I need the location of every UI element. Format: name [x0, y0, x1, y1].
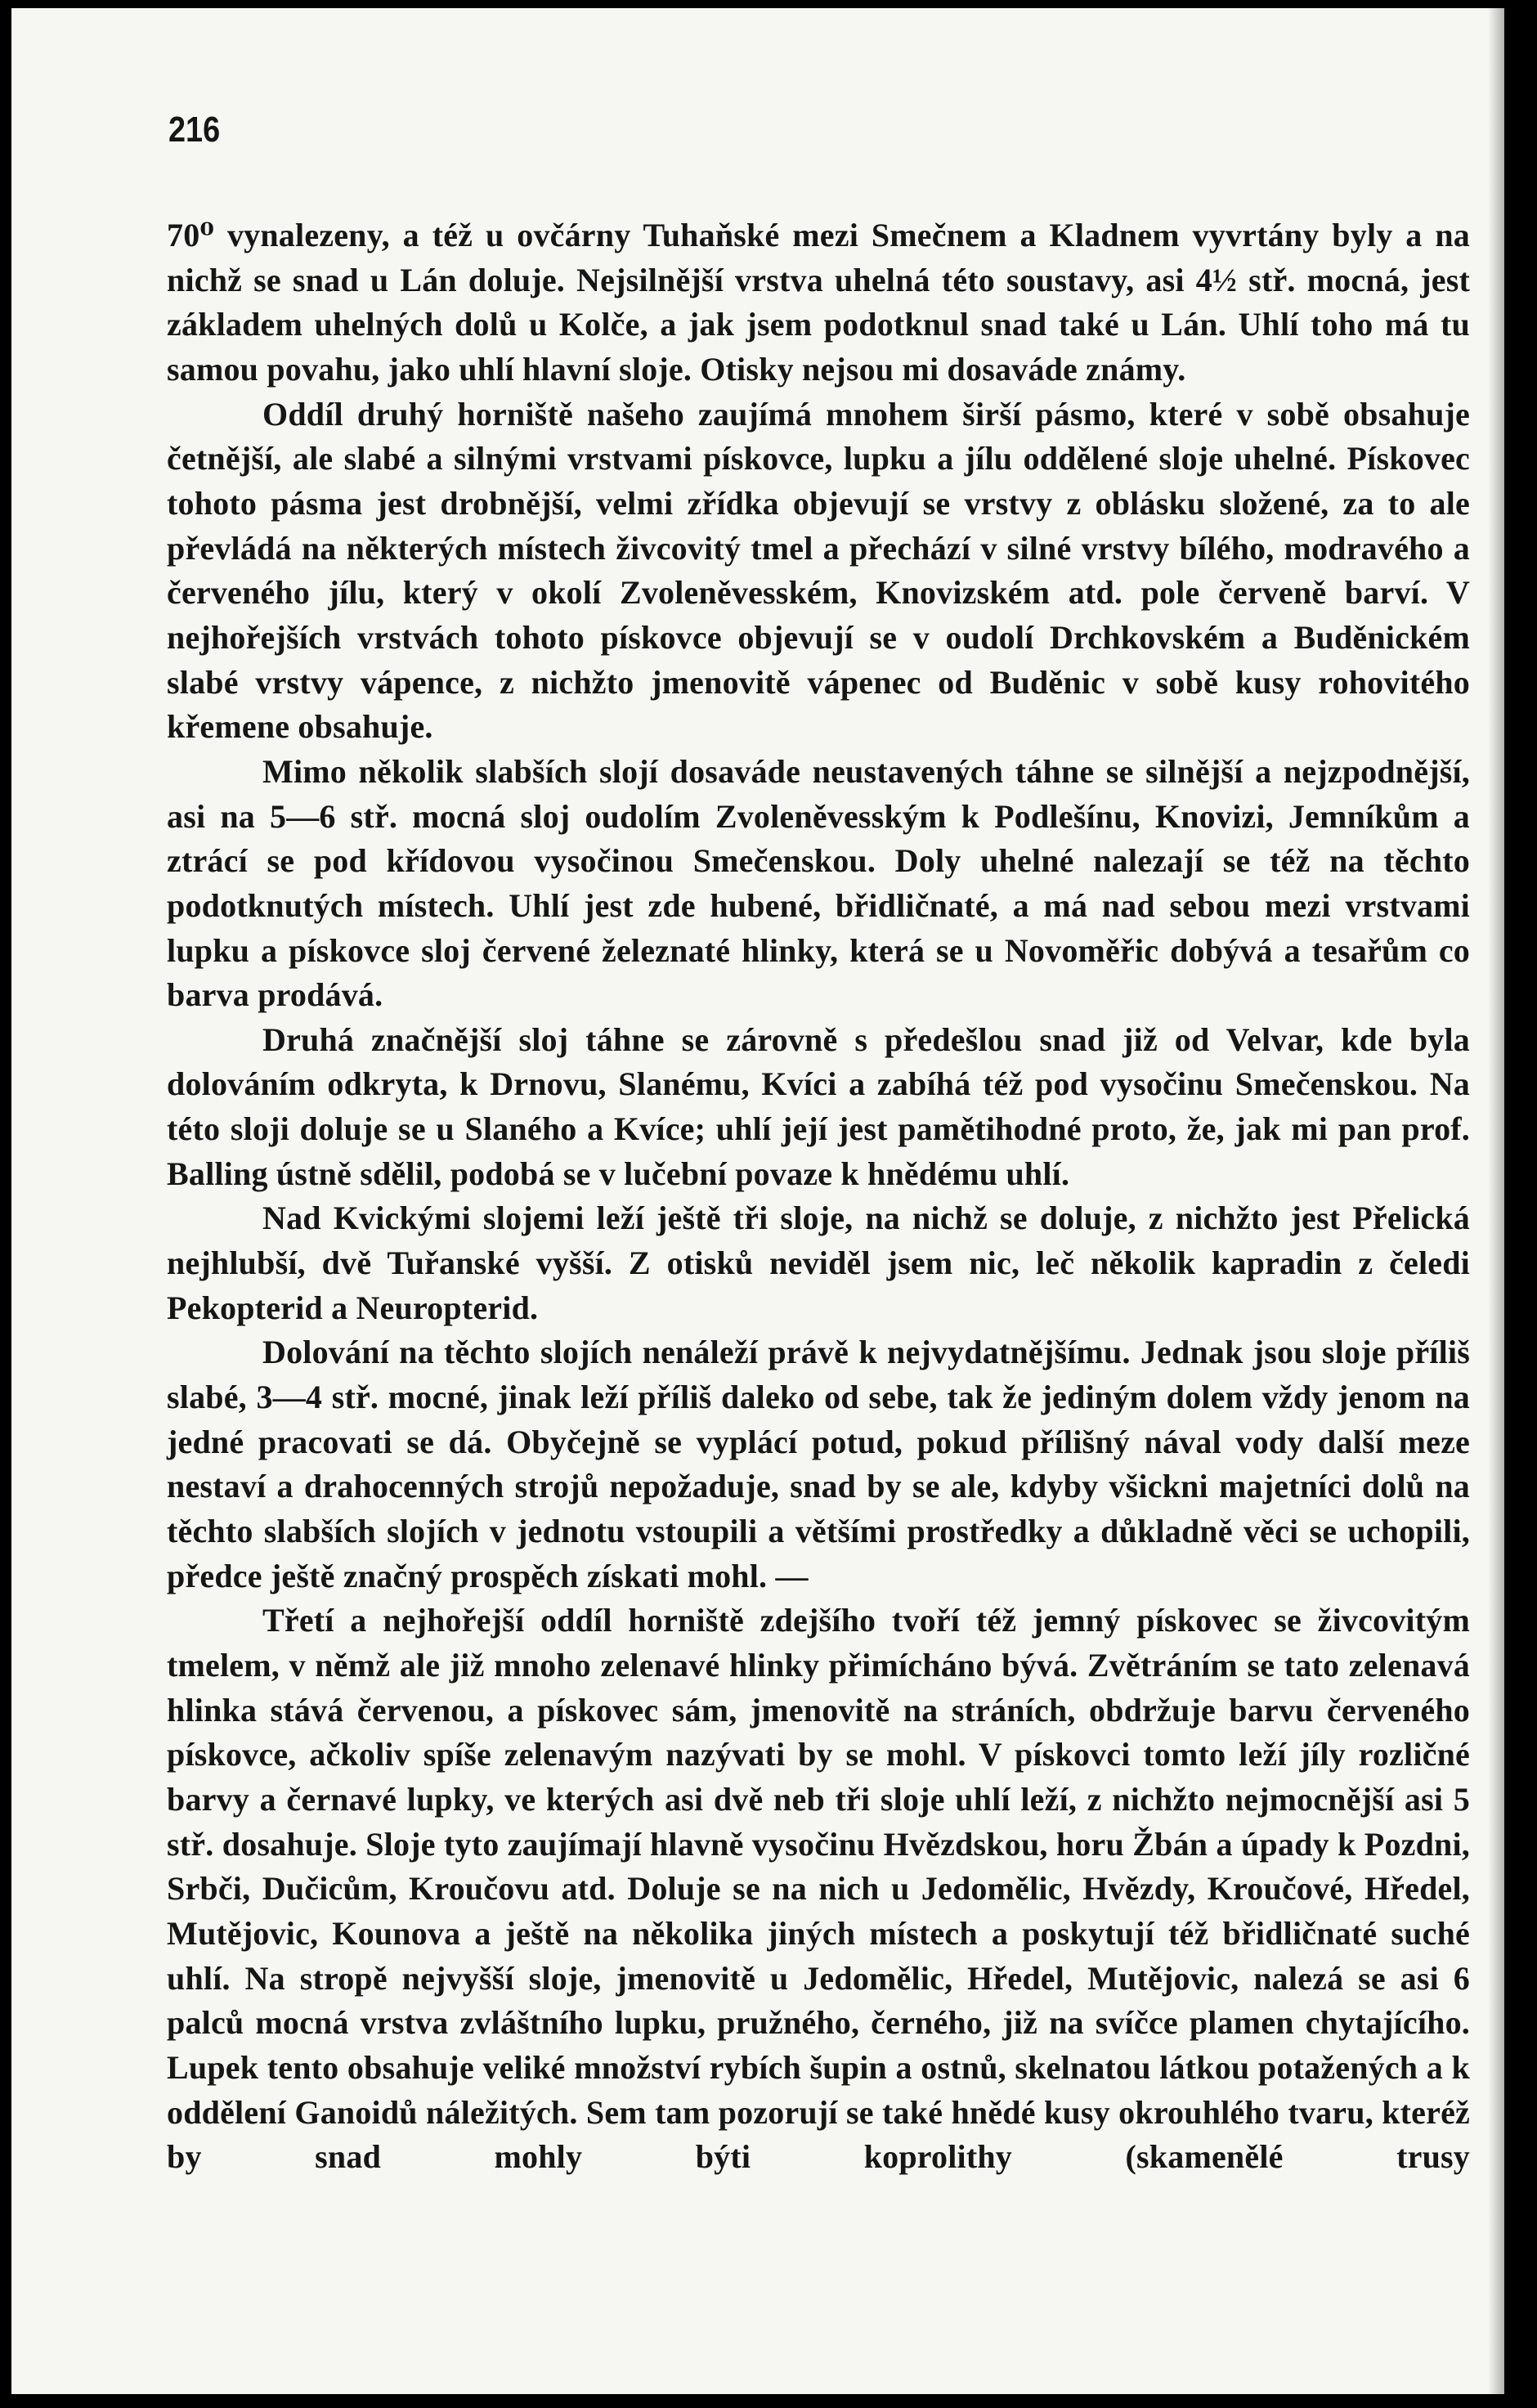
paragraph-lower-seam: Mimo několik slabších slojí dosaváde neustavených táhne se silnější a nejzpodnější, asi na 5—6 stř. mocná sloj oudolím Zvoleněvesským k Podlešínu, Knovizi, Jemníkům a ztrácí se pod křídovou vysočinou Smečenskou. Doly uhelné nalezají se též na těchto podotknutých místech. Uhlí jest zde hubené, břidličnaté, a má nad sebou mezi vrstvami lupku a pískovce sloj červené železnaté hlinky, která se u Novoměřic dobývá a tesařům co barva prodává.: [167, 752, 1470, 1014]
paragraph-third-division: Třetí a nejhořejší oddíl horniště zdejšího tvoří též jemný pískovec se živcovitým tmelem, v němž ale již mnoho zelenavé hlinky přimícháno bývá. Zvětráním se tato zelenavá hlinka stává červenou, a pískovec sám, jmenovitě na stráních, obdržuje barvu červeného pískovce, ačkoliv spíše zelenavým nazývati by se mohl. V pískovci tomto leží jíly rozličné barvy a černavé lupky, ve kterých asi dvě neb tři sloje uhlí leží, z nichžto nejmocnější asi 5 stř. dosahuje. Sloje tyto zaujímají hlavně vysočinu Hvězdskou, horu Žbán a úpady k Pozdni, Srbči, Dučicům, Kroučovu atd. Doluje se na nich u Jedomělic, Hvězdy, Kroučové, Hředel, Mutějovic, Kounova a ještě na několika jiných místech a poskytují též břidličnaté suché uhlí. Na stropě nejvyšší sloje, jmenovitě u Jedomělic, Hředel, Mutějovic, nalezá se asi 6 palců mocná vrstva zvláštního lupku, pružného, černého, již na svíčce plamen chytajícího. Lupek tento obsahuje veliké množství rybích šupin a ostnů, skelnatou látkou potažených a k oddělení Ganoidů náležitých. Sem tam pozorují se také hnědé kusy okrouhlého tvaru, kteréž by snad mohly býti koprolithy (skamenělé trusy: [167, 1602, 1470, 2176]
paragraph-second-division: Oddíl druhý horniště našeho zaujímá mnohem širší pásmo, které v sobě obsahuje četnější, ale slabé a silnými vrstvami pískovce, lupku a jílu oddělené sloje uhelné. Pískovec tohoto pásma jest drobnější, velmi zřídka objevují se vrstvy z oblásku složené, za to ale převládá na některých místech živcovitý tmel a přechází v silné vrstvy bílého, modravého a červeného jílu, který v okolí Zvoleněvesském, Knovizském atd. pole červeně barví. V nejhořejších vrstvách tohoto pískovce objevují se v oudolí Drchkovském a Buděnickém slabé vrstvy vápence, z nichžto jmenovitě vápenec od Buděnic v sobě kusy rohovitého křemene obsahuje.: [167, 395, 1470, 746]
paragraph-mining: Dolování na těchto slojích nenáleží právě k nejvydatnějšímu. Jednak jsou sloje příliš slabé, 3—4 stř. mocné, jinak leží příliš daleko od sebe, tak že jediným dolem vždy jenom na jedné pracovati se dá. Obyčejně se vyplácí potud, pokud přílišný nával vody další meze nestaví a drahocenných strojů nepožaduje, snad by se ale, kdyby všickni majetníci dolů na těchto slabších slojích v jednotu vstoupili a většími prostředky a důkladně věci se uchopili, předce ještě značný prospěch získati mohl. —: [167, 1334, 1470, 1594]
paragraph-continuation: 70⁰ vynalezeny, a též u ovčárny Tuhaňské mezi Smečnem a Kladnem vyvrtány byly a na nichž se snad u Lán doluje. Nejsilnější vrstva uhelná této soustavy, asi 4½ stř. mocná, jest základem uhelných dolů u Kolče, a jak jsem podotknul snad také u Lán. Uhlí toho má tu samou povahu, jako uhlí hlavní sloje. Otisky nejsou mi dosaváde známy.: [167, 217, 1470, 388]
page-number: 216: [168, 110, 221, 150]
paragraph-kvice-seams: Nad Kvickými slojemi leží ještě tři sloje, na nichž se doluje, z nichžto jest Přelická nejhlubší, dvě Tuřanské vyšší. Z otisků neviděl jsem nic, leč několik kapradin z čeledi Pekopterid a Neuropterid.: [167, 1200, 1470, 1326]
page-edge-shadow: [1488, 8, 1504, 2394]
book-page: [11, 8, 1504, 2394]
text-block: [167, 107, 1470, 2180]
paragraph-second-seam: Druhá značnější sloj táhne se zárovně s předešlou snad již od Velvar, kde byla dolováním odkryta, k Drnovu, Slanému, Kvíci a zabíhá též pod vysočinu Smečenskou. Na této sloji doluje se u Slaného a Kvíce; uhlí její jest pamětihodné proto, že, jak mi pan prof. Balling ústně sdělil, podobá se v lučební povaze k hnědému uhlí.: [167, 1020, 1470, 1192]
